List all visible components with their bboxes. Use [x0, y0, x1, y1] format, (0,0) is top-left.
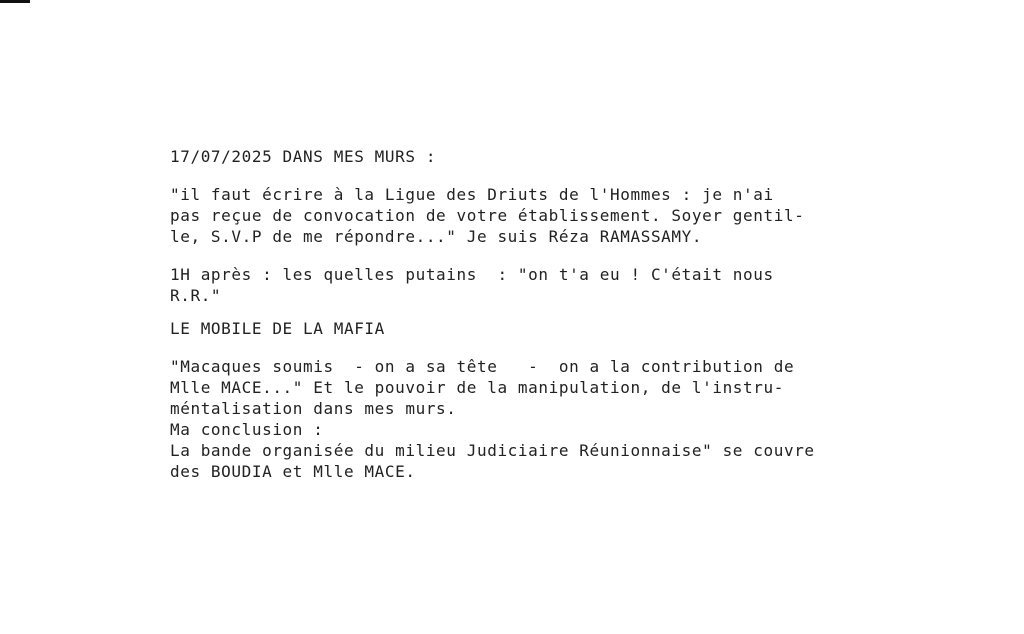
text-line: La bande organisée du milieu Judiciaire Réunionnaise" se couvre [170, 441, 815, 460]
section-title: LE MOBILE DE LA MAFIA [170, 319, 385, 338]
text-line: "Macaques soumis - on a sa tête - on a la contribution de [170, 357, 795, 376]
text-line: Ma conclusion : [170, 420, 324, 439]
text-line: R.R." [170, 286, 222, 305]
typed-letter [170, 146, 970, 482]
text-line: Mlle MACE..." Et le pouvoir de la manipulation, de l'instru- [170, 378, 784, 397]
quote-paragraph [170, 184, 970, 247]
document-heading: 17/07/2025 DANS MES MURS : [170, 147, 437, 166]
scan-edge-mark [0, 0, 30, 3]
text-line: pas reçue de convocation de votre établissement. Soyer gentil- [170, 206, 805, 225]
text-line: méntalisation dans mes murs. [170, 399, 457, 418]
conclusion-paragraph [170, 356, 970, 482]
text-line: "il faut écrire à la Ligue des Driuts de l'Hommes : je n'ai [170, 185, 774, 204]
text-line: 1H après : les quelles putains : "on t'a eu ! C'était nous [170, 265, 774, 284]
text-line: le, S.V.P de me répondre..." Je suis Réza RAMASSAMY. [170, 227, 703, 246]
response-paragraph [170, 264, 970, 306]
text-line: des BOUDIA et Mlle MACE. [170, 462, 416, 481]
